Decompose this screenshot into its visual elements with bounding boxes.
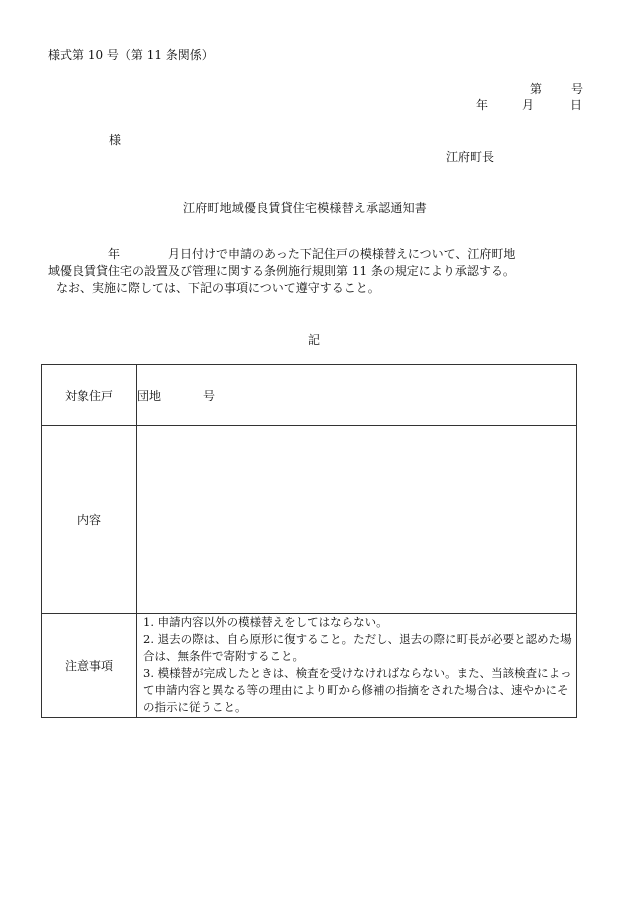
body-line-2: 域優良賃貸住宅の設置及び管理に関する条例施行規則第 11 条の規定により承認する。 xyxy=(48,264,515,278)
table-row-content xyxy=(42,426,577,614)
date-month: 月 xyxy=(522,98,535,112)
target-danchi: 団地 xyxy=(137,388,162,403)
date-year: 年 xyxy=(476,98,489,112)
notes-list xyxy=(143,614,572,716)
content-value xyxy=(137,426,577,614)
date-day: 日 xyxy=(570,98,583,112)
note-item: 2. 退去の際は、自ら原形に復すること。ただし、退去の際に町長が必要と認めた場合は、無条件で寄附すること。 xyxy=(143,632,572,663)
content-label: 内容 xyxy=(42,426,137,614)
body-line-3: なお、実施に際しては、下記の事項について遵守すること。 xyxy=(56,281,380,295)
target-value xyxy=(137,365,577,426)
body-paragraph xyxy=(48,246,584,297)
notes-label: 注意事項 xyxy=(42,614,137,718)
document-number-suffix: 号 xyxy=(571,82,584,96)
table-row-target xyxy=(42,365,577,426)
notes-value xyxy=(137,614,577,718)
target-go: 号 xyxy=(203,388,216,403)
note-item: 3. 模様替が完成したときは、検査を受けなければならない。また、当該検査によって申請内容と異なる等の理由により町から修補の指摘をされた場合は、速やかにその指示に従うこと。 xyxy=(143,666,572,714)
document-number-prefix: 第 xyxy=(530,82,543,96)
body-month: 月 xyxy=(167,247,180,261)
table-row-notes xyxy=(42,614,577,718)
body-line-1 xyxy=(48,246,584,263)
detail-table xyxy=(41,364,577,718)
note-item: 1. 申請内容以外の模様替えをしてはならない。 xyxy=(143,615,388,629)
form-number: 様式第 10 号（第 11 条関係） xyxy=(48,48,214,62)
target-label: 対象住戸 xyxy=(42,365,137,426)
ki-heading: 記 xyxy=(308,333,321,347)
body-line-1-text: 日付けで申請のあった下記住戸の模様替えについて、江府町地 xyxy=(180,247,516,261)
recipient-honorific: 様 xyxy=(109,133,122,147)
body-year: 年 xyxy=(107,247,120,261)
document-title: 江府町地域優良賃貸住宅模様替え承認通知書 xyxy=(183,201,428,215)
sender-name: 江府町長 xyxy=(446,150,495,164)
